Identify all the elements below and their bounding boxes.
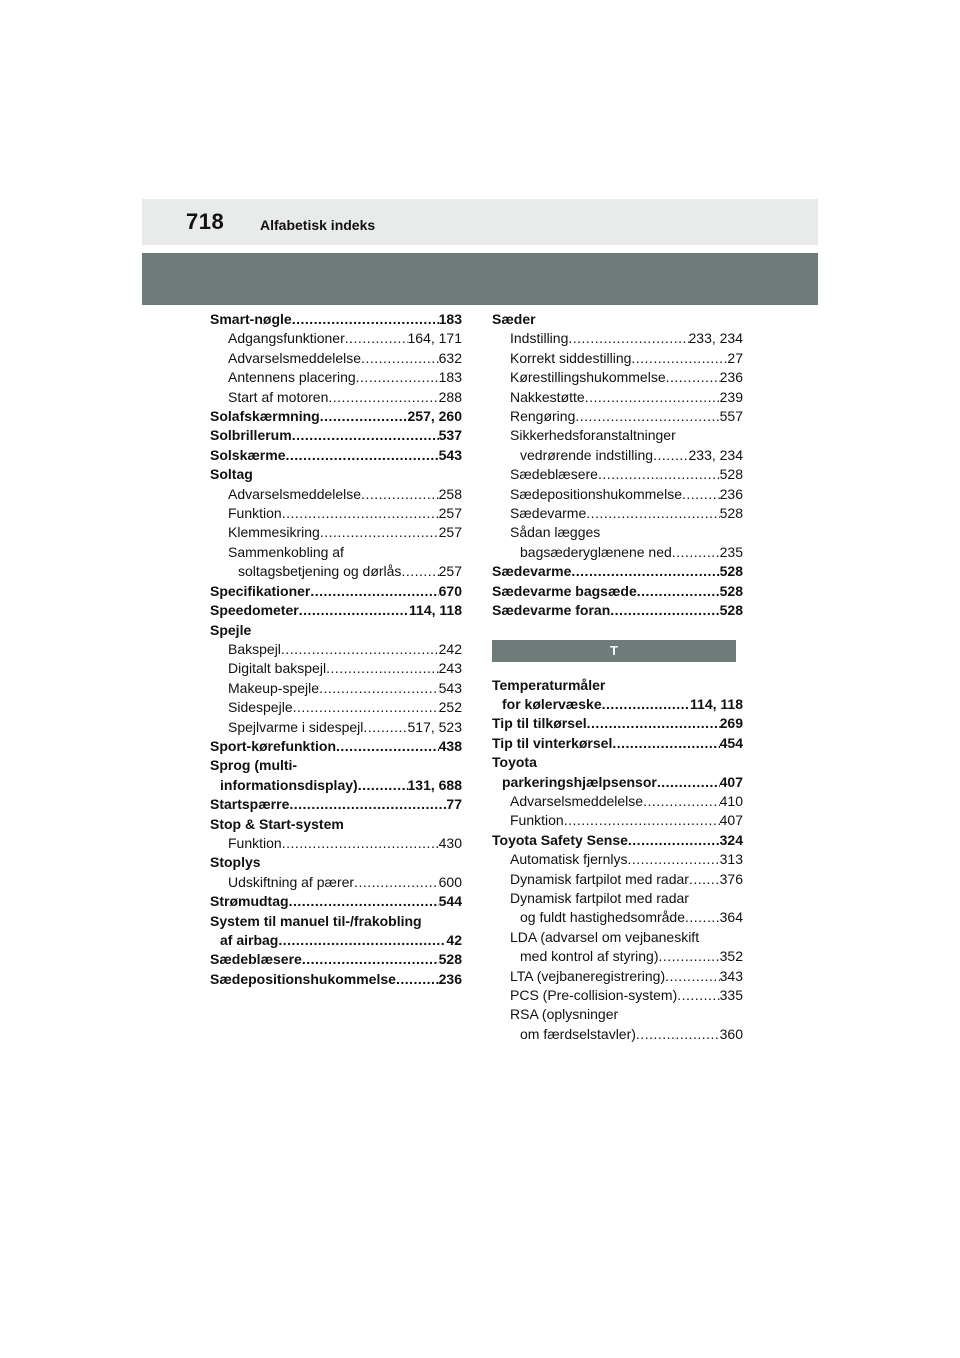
entry-label: Kørestillingshukommelse (510, 369, 666, 386)
dot-leader (666, 368, 720, 387)
index-entry (210, 679, 462, 698)
page-reference: 252 (438, 699, 462, 716)
index-entry (210, 873, 462, 892)
index-entry (492, 714, 743, 733)
entry-label: Tip til tilkørsel (492, 715, 587, 732)
dot-leader (628, 831, 720, 850)
dot-leader (689, 870, 720, 889)
entry-label: Funktion (228, 505, 282, 522)
dot-leader (320, 523, 439, 542)
page-reference: 543 (438, 446, 462, 463)
dot-leader (292, 426, 439, 445)
entry-label: parkeringshjælpsensor (502, 773, 657, 790)
entry-label: Solbrillerum (210, 427, 292, 444)
entry-label: vedrørende indstilling (520, 446, 654, 463)
index-entry (492, 792, 743, 811)
index-entry (210, 504, 462, 523)
entry-label: Rengøring (510, 408, 576, 425)
dot-leader (282, 504, 439, 523)
dot-leader (657, 773, 720, 792)
entry-label: Start af motoren (228, 388, 329, 405)
dot-leader (354, 873, 439, 892)
dot-leader (598, 465, 720, 484)
page-reference: 183 (438, 311, 462, 327)
page-reference: 557 (719, 408, 743, 425)
page-reference: 114, 118 (690, 695, 743, 712)
entry-label: Udskiftning af pærer (228, 873, 355, 890)
page-reference: 236 (719, 485, 743, 502)
page-reference: 600 (438, 873, 462, 890)
dot-leader (401, 562, 438, 581)
page-reference: 236 (438, 970, 462, 987)
entry-label: Spejlvarme i sidespejl (228, 718, 364, 735)
entry-label: Sædevarme bagsæde (492, 582, 637, 599)
entry-label: informationsdisplay) (220, 776, 358, 793)
page-reference: 528 (438, 951, 462, 968)
page-reference: 288 (438, 388, 462, 405)
page-reference: 528 (719, 602, 743, 619)
page-reference: 407 (719, 812, 743, 829)
page-reference: 131, 688 (407, 776, 462, 793)
index-entry (210, 640, 462, 659)
page-reference: 324 (719, 831, 743, 848)
index-entry (492, 1025, 743, 1044)
dot-leader (361, 349, 439, 368)
page-reference: 243 (438, 660, 462, 677)
page-header (142, 199, 818, 245)
entry-label: Funktion (228, 834, 282, 851)
dot-leader (310, 582, 438, 601)
entry-label: Tip til vinterkørsel (492, 734, 613, 751)
index-entry (210, 776, 462, 795)
dot-leader (320, 407, 408, 426)
page-reference: 114, 118 (409, 602, 462, 619)
index-heading: Sikkerhedsforanstaltninger (510, 427, 676, 444)
dot-leader (281, 640, 439, 659)
entry-label: Advarselsmeddelelse (510, 792, 644, 809)
page-title: Alfabetisk indeks (260, 217, 376, 233)
page-reference: 410 (719, 792, 743, 809)
entry-label: Sædepositionshukommelse (210, 970, 396, 987)
index-entry (492, 986, 743, 1005)
entry-label: om færdselstavler) (520, 1025, 636, 1042)
index-entry (492, 908, 743, 927)
index-entry (492, 773, 743, 792)
dot-leader (659, 947, 720, 966)
dot-leader (302, 950, 439, 969)
entry-label: Indstilling (510, 330, 569, 347)
index-entry (492, 870, 743, 889)
entry-label: og fuldt hastighedsområde (520, 909, 685, 926)
page-reference: 528 (719, 466, 743, 483)
entry-label: Makeup-spejle (228, 679, 320, 696)
page-reference: 257 (438, 505, 462, 522)
page-reference: 376 (719, 870, 743, 887)
dot-leader (319, 679, 439, 698)
dot-leader (358, 776, 408, 795)
dot-leader (636, 1025, 720, 1044)
page-reference: 517, 523 (407, 718, 462, 735)
index-entry (492, 329, 743, 348)
entry-label: Klemmesikring (228, 524, 320, 541)
page-reference: 343 (719, 967, 743, 984)
index-heading: Sammenkobling af (228, 543, 344, 560)
entry-label: Adgangsfunktioner (228, 330, 345, 347)
entry-label: Sædeblæsere (210, 951, 302, 968)
page-reference: 632 (438, 349, 462, 366)
index-entry (492, 734, 743, 753)
index-entry (492, 947, 743, 966)
index-entry (492, 543, 743, 562)
entry-label: Speedometer (210, 602, 299, 619)
page-reference: 543 (438, 679, 462, 696)
entry-label: Sædevarme (492, 563, 572, 580)
entry-label: Advarselsmeddelelse (228, 349, 362, 366)
index-entry (210, 582, 462, 601)
page-reference: 407 (719, 773, 743, 790)
index-heading: Sæder (492, 311, 536, 327)
entry-label: af airbag (220, 932, 279, 948)
index-entry (210, 834, 462, 853)
index-entry (210, 737, 462, 756)
entry-label: Funktion (510, 812, 564, 829)
index-heading: Toyota (492, 754, 537, 771)
dot-leader (677, 986, 719, 1005)
index-entry (210, 485, 462, 504)
dot-leader (587, 714, 720, 733)
entry-label: Sædepositionshukommelse (510, 485, 682, 502)
index-heading: LDA (advarsel om vejbaneskift (510, 928, 700, 945)
dot-leader (682, 485, 720, 504)
page-reference: 528 (719, 505, 743, 522)
entry-label: Sædevarme (510, 505, 587, 522)
index-entry (210, 426, 462, 445)
entry-label: Smart-nøgle (210, 311, 292, 327)
index-entry (492, 504, 743, 523)
page-reference: 233, 234 (688, 330, 743, 347)
index-entry (210, 931, 462, 950)
index-entry (210, 892, 462, 911)
page-reference: 242 (438, 640, 462, 657)
section-letter-bar: T (492, 640, 736, 662)
entry-label: Solafskærmning (210, 408, 320, 425)
entry-label: Sædeblæsere (510, 466, 598, 483)
entry-label: LTA (vejbaneregistrering) (510, 967, 666, 984)
index-entry (210, 407, 462, 426)
index-heading: Dynamisk fartpilot med radar (510, 889, 689, 906)
dot-leader (293, 698, 439, 717)
dot-leader (289, 795, 446, 814)
page-reference: 239 (719, 388, 743, 405)
entry-label: Dynamisk fartpilot med radar (510, 870, 689, 887)
index-entry (492, 407, 743, 426)
dot-leader (289, 892, 439, 911)
entry-label: bagsæderyglænene ned (520, 543, 672, 560)
page-reference: 183 (438, 369, 462, 386)
entry-label: Sport-kørefunktion (210, 737, 336, 754)
dot-leader (396, 970, 439, 989)
dot-leader (585, 388, 720, 407)
dot-leader (612, 734, 719, 753)
page-reference: 257 (438, 524, 462, 541)
index-entry (210, 718, 462, 737)
index-heading: Spejle (210, 621, 252, 638)
page-reference: 537 (438, 427, 462, 444)
index-entry (210, 950, 462, 969)
dot-leader (571, 562, 719, 581)
dot-leader (361, 485, 439, 504)
index-entry (210, 329, 462, 348)
index-entry (492, 811, 743, 830)
index-entry (492, 695, 743, 714)
page-reference: 258 (438, 485, 462, 502)
page-reference: 528 (719, 563, 743, 580)
entry-label: soltagsbetjening og dørlås (238, 563, 402, 580)
index-heading: Sprog (multi- (210, 757, 298, 774)
index-entry (492, 831, 743, 850)
entry-label: Nakkestøtte (510, 388, 585, 405)
dot-leader (336, 737, 439, 756)
entry-label: Antennens placering (228, 369, 356, 386)
dot-leader (292, 310, 439, 329)
index-entry (210, 562, 462, 581)
dot-leader (665, 967, 720, 986)
page-reference: 42 (446, 932, 462, 948)
dot-leader (575, 407, 719, 426)
index-entry (210, 698, 462, 717)
dot-leader (345, 329, 408, 348)
entry-label: Toyota Safety Sense (492, 831, 628, 848)
dot-leader (627, 850, 719, 869)
index-heading: Stop & Start-system (210, 815, 344, 832)
index-entry (492, 967, 743, 986)
entry-label: Advarselsmeddelelse (228, 485, 362, 502)
dot-leader (568, 329, 688, 348)
page-reference: 528 (719, 582, 743, 599)
index-entry (492, 368, 743, 387)
page-reference: 313 (719, 851, 743, 868)
index-entry (492, 465, 743, 484)
dot-leader (278, 931, 446, 950)
index-entry (210, 446, 462, 465)
dot-leader (602, 695, 690, 714)
page-reference: 670 (438, 582, 462, 599)
index-column-right (492, 310, 743, 1044)
index-entry (492, 850, 743, 869)
page-reference: 360 (719, 1025, 743, 1042)
index-heading: System til manuel til-/frakobling (210, 912, 422, 929)
dot-leader (326, 659, 439, 678)
index-entry (210, 970, 462, 989)
index-heading: Temperaturmåler (492, 676, 606, 693)
entry-label: for kølervæske (502, 695, 602, 712)
page-reference: 364 (719, 909, 743, 926)
dot-leader (282, 834, 439, 853)
index-heading: Stoplys (210, 854, 261, 871)
index-entry (210, 349, 462, 368)
index-entry (210, 368, 462, 387)
index-entry (492, 485, 743, 504)
page-reference: 257, 260 (407, 408, 462, 425)
dot-leader (631, 349, 727, 368)
dot-leader (328, 388, 438, 407)
dot-leader (610, 601, 719, 620)
entry-label: Bakspejl (228, 640, 281, 657)
dot-leader (637, 582, 720, 601)
header-band (142, 253, 818, 305)
entry-label: Korrekt siddestilling (510, 349, 632, 366)
entry-label: Sidespejle (228, 699, 293, 716)
page-reference: 257 (438, 563, 462, 580)
entry-label: Strømudtag (210, 893, 289, 910)
dot-leader (356, 368, 439, 387)
page-reference: 544 (438, 893, 462, 910)
page-reference: 454 (719, 734, 743, 751)
dot-leader (564, 811, 720, 830)
page-reference: 164, 171 (407, 330, 462, 347)
dot-leader (586, 504, 719, 523)
index-entry (210, 659, 462, 678)
index-entry (210, 523, 462, 542)
index-entry (492, 349, 743, 368)
index-heading: RSA (oplysninger (510, 1006, 619, 1023)
dot-leader (685, 908, 720, 927)
dot-leader (643, 792, 720, 811)
page-reference: 430 (438, 834, 462, 851)
dot-leader (299, 601, 409, 620)
entry-label: Sædevarme foran (492, 602, 611, 619)
page-reference: 77 (446, 796, 462, 813)
entry-label: Specifikationer (210, 582, 311, 599)
index-entry (492, 388, 743, 407)
page-reference: 269 (719, 715, 743, 732)
index-entry (492, 601, 743, 620)
page-number: 718 (186, 209, 225, 234)
dot-leader (363, 718, 407, 737)
entry-label: Digitalt bakspejl (228, 660, 327, 677)
page-reference: 352 (719, 948, 743, 965)
index-entry (492, 446, 743, 465)
dot-leader (653, 446, 688, 465)
index-entry (210, 601, 462, 620)
entry-label: PCS (Pre-collision-system) (510, 987, 678, 1003)
entry-label: Startspærre (210, 796, 290, 813)
dot-leader (285, 446, 438, 465)
page-reference: 438 (438, 737, 462, 754)
index-column-left (210, 310, 462, 989)
index-entry (210, 310, 462, 329)
page-reference: 233, 234 (688, 446, 743, 463)
entry-label: Solskærme (210, 446, 286, 463)
index-entry (492, 582, 743, 601)
page-reference: 335 (719, 987, 743, 1003)
index-entry (210, 795, 462, 814)
index-entry (492, 562, 743, 581)
index-entry (210, 388, 462, 407)
page-reference: 27 (727, 349, 743, 366)
index-heading: Soltag (210, 466, 253, 483)
page-reference: 236 (719, 369, 743, 386)
dot-leader (672, 543, 720, 562)
page-reference: 235 (719, 543, 743, 560)
index-heading: Sådan lægges (510, 524, 601, 541)
entry-label: Automatisk fjernlys (510, 851, 628, 868)
entry-label: med kontrol af styring) (520, 948, 659, 965)
